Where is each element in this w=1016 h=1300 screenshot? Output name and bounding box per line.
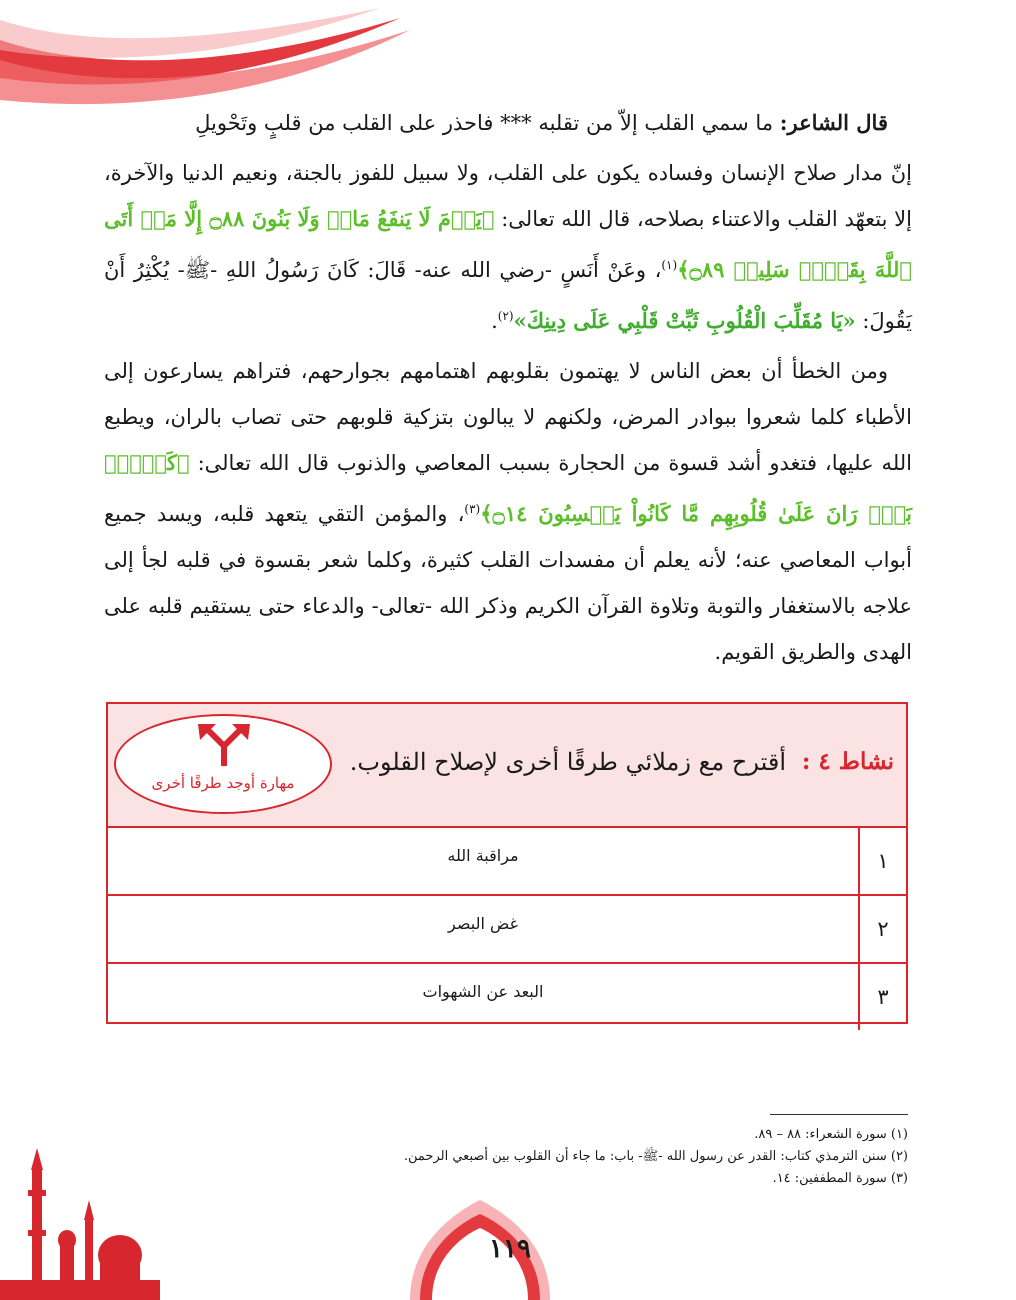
row-number: ١ <box>858 828 906 894</box>
activity-row <box>108 964 906 1030</box>
mistake-paragraph <box>104 348 912 675</box>
activity-prompt: أقترح مع زملائي طرقًا أخرى لإصلاح القلوب. <box>349 748 786 776</box>
activity-row <box>108 828 906 896</box>
branching-arrows-icon <box>194 722 254 766</box>
mistake-intro: ومن الخطأ أن بعض الناس لا يهتمون بقلوبهم اهتمامهم بجوارحهم، فتراهم يسارعون إلى الأطباء كلما شعروا ببوادر المرض، ولكنهم لا يبالون بتزكية قلوبهم حتى تصاب بالران، ويطبع الله عليها، فتغدو أشد قسوة من الحجارة بسبب المعاصي والذنوب قال الله تعالى: <box>104 359 912 475</box>
mistake-rest: ، والمؤمن التقي يتعهد قلبه، ويسد جميع أبواب المعاصي عنه؛ لأنه يعلم أن مفسدات القلب كثيرة، وكلما شعر بقسوة في قلبه لجأ إلى علاجه بالاستغفار والتوبة وتلاوة القرآن الكريم وذكر الله -تعالى- والدعاء حتى يستقيم قلبه على الهدى والطريق القويم. <box>104 502 912 664</box>
mosque-silhouette-decoration <box>0 1130 560 1300</box>
heart-intro: إنّ مدار صلاح الإنسان وفساده يكون على القلب، ولا سبيل للفوز بالجنة، ونعيم الدنيا والآخرة، إلا بتعهّد القلب والاعتناء بصلاحه، قال الله تعالى: <box>104 161 912 231</box>
quran-verse-mutaffifin: ﴿كَلَّاۖ بَلۡۜ رَانَ عَلَىٰ قُلُوبِهِم مَّا كَانُواْ يَكۡسِبُونَ ۝١٤﴾ <box>104 450 912 526</box>
row-answer[interactable]: البعد عن الشهوات <box>422 982 544 1001</box>
poem-paragraph <box>104 100 912 146</box>
footnote-ref-3: (٣) <box>464 502 481 516</box>
row-answer[interactable]: غض البصر <box>448 914 518 933</box>
anas-narration: ، وعَنْ أَنَسٍ -رضي الله عنه- قَالَ: كَانَ رَسُولُ اللهِ -ﷺ- يُكْثِرُ أَنْ يَقُولَ: <box>104 258 912 333</box>
heart-paragraph <box>104 150 912 344</box>
footnote-ref-2: (٢) <box>497 309 514 323</box>
hadith-text: «يَا مُقَلِّبَ الْقُلُوبِ ثَبِّتْ قَلْبِي عَلَى دِينِكَ» <box>513 308 856 333</box>
footnote-1: (١) سورة الشعراء: ٨٨ – ٨٩. <box>754 1127 908 1142</box>
row-number: ٣ <box>858 964 906 1030</box>
footnote-ref-1: (١) <box>661 258 678 272</box>
paragraph-end: . <box>491 309 498 333</box>
row-answer[interactable]: مراقبة الله <box>447 846 519 865</box>
poet-label: قال الشاعر: <box>779 110 888 135</box>
activity-row <box>108 896 906 964</box>
activity-box <box>106 702 908 1024</box>
activity-header <box>108 704 906 828</box>
lesson-text <box>104 100 912 679</box>
activity-label: نشاط ٤ : <box>801 748 894 775</box>
footnote-2: (٢) سنن الترمذي كتاب: القدر عن رسول الله -ﷺ- باب: ما جاء أن القلوب بين أصبعي الرحمن. <box>403 1149 908 1164</box>
page-number: ١١٩ <box>489 1234 531 1264</box>
footnote-divider <box>770 1114 908 1115</box>
row-number: ٢ <box>858 896 906 962</box>
skill-badge <box>114 714 332 814</box>
quran-verse-shuara: ﴿يَوۡمَ لَا يَنفَعُ مَالٞ وَلَا بَنُونَ ۝٨٨ إِلَّا مَنۡ أَتَى ٱللَّهَ بِقَلۡبٖ سَلِيمٖ ۝٨٩﴾ <box>104 206 912 282</box>
skill-label: مهارة أوجد طرقًا أخرى <box>151 774 295 792</box>
footnote-3: (٣) سورة المطففين: ١٤. <box>772 1171 908 1186</box>
poem-line: ما سمي القلب إلاّ من تقلبه *** فاحذر على القلب من قلبٍ وتَحْويلِ <box>195 111 780 135</box>
